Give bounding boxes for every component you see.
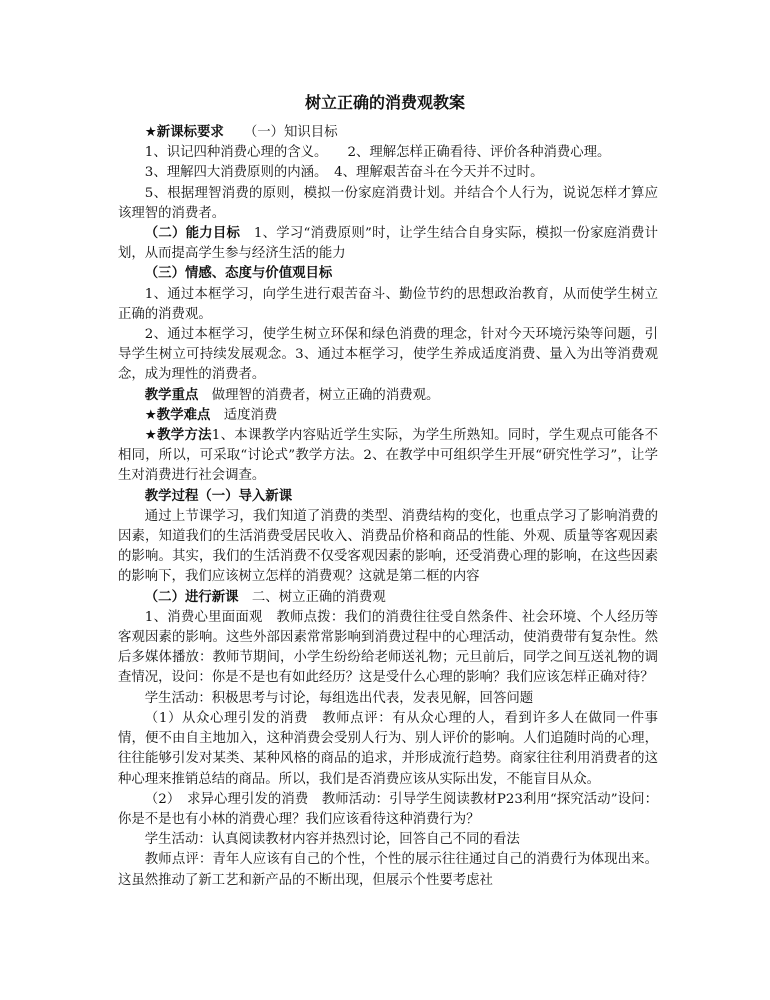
paragraph [118,588,658,608]
paragraph-heading: 教学过程（一）导入新课 [144,488,293,504]
paragraph [118,487,658,507]
paragraph [118,264,658,284]
paragraph-text: 1、消费心里面面观 教师点拨：我们的消费往往受自然条件、社会环境、个人经历等客观因素的影响。这些外部因素常常影响到消费过程中的心理活动，使消费带有复杂性。然后多媒体播放：教师节期间，小学生纷纷给老师送礼物；元旦前后，同学之间互送礼物的调查情况，设问：你是不是也有如此经历？这是受什么心理的影响？我们应该怎样正确对待？ [118,609,658,686]
paragraph-heading: ★教学难点 [144,407,211,423]
paragraph-text: 通过上节课学习，我们知道了消费的类型、消费结构的变化，也重点学习了影响消费的因素，知道我们的生活消费受居民收入、消费品价格和商品的性能、外观、质量等客观因素的影响。其实，我们的生活消费不仅受客观因素的影响，还受消费心理的影响，在这些因素的影响下，我们应该树立怎样的消费观？这就是第二框的内容 [118,508,658,585]
paragraph-text: 1、通过本框学习，向学生进行艰苦奋斗、勤俭节约的思想政治教育，从而使学生树立正确的消费观。 [118,286,658,322]
paragraph [118,325,658,386]
paragraph-text: 教师点评：青年人应该有自己的个性，个性的展示往往通过自己的消费行为体现出来。这虽然推动了新工艺和新产品的不断出现，但展示个性要考虑社 [118,852,658,888]
paragraph [118,406,658,426]
paragraph-text: （一）知识目标 [223,125,338,140]
paragraph-heading: ★教学方法 [144,428,212,444]
paragraph [118,709,658,790]
document-title: 树立正确的消费观教案 [304,93,465,112]
paragraph [118,386,658,406]
paragraph [118,184,658,224]
paragraph-text: 1、学习“消费原则”时，让学生结合自身实际，模拟一份家庭消费计划，从而提高学生参与经济生活的能力 [118,226,659,262]
paragraph-text: 1、识记四种消费心理的含义。 2、理解怎样正确看待、评价各种消费心理。 [144,145,611,161]
paragraph-text: 1、本课教学内容贴近学生实际，为学生所熟知。同时，学生观点可能各不相同，所以，可采取“讨论式”教学方法。2、在教学中可组织学生开展“研究性学习”，让学生对消费进行社会调查。 [118,428,658,484]
paragraph-heading: （三）情感、态度与价值观目标 [144,266,333,282]
paragraph-text: （2） 求异心理引发的消费 教师活动：引导学生阅读教材P23利用“探究活动”设问：你是不是也有小林的消费心理？我们应该看待这种消费行为？ [118,791,658,827]
paragraph [118,608,658,689]
paragraph-text: 适度消费 [210,407,278,423]
paragraph [118,790,658,830]
paragraph-heading: 教学重点 [144,387,199,403]
paragraph [118,224,658,264]
paragraph [118,507,658,588]
paragraph [118,123,658,143]
paragraph [118,689,658,709]
paragraph-heading: （二）进行新课 [144,589,239,605]
document-body [118,123,658,891]
paragraph-text: （1）从众心理引发的消费 教师点评：有从众心理的人，看到许多人在做同一件事情，便不由自主地加入，这种消费会受别人行为、别人评价的影响。人们追随时尚的心理，往往能够引发对某类、某种风格的商品的追求，并形成流行趋势。商家往往利用消费者的这种心理来推销总结的商品。所以，我们是否消费应该从实际出发，不能盲目从众。 [118,710,658,787]
paragraph-text: 5、根据理智消费的原则，模拟一份家庭消费计划。并结合个人行为，说说怎样才算应该理智的消费者。 [118,185,658,221]
paragraph-text: 学生活动：积极思考与讨论，每组选出代表，发表见解，回答问题 [144,690,534,706]
paragraph [118,143,658,163]
paragraph [118,285,658,325]
paragraph-heading: ★新课标要求 [144,125,224,140]
paragraph [118,163,658,183]
paragraph-text: 3、理解四大消费原则的内涵。 4、理解艰苦奋斗在今天并不过时。 [144,165,544,181]
paragraph [118,830,658,850]
paragraph [118,850,658,890]
paragraph-text: 二、树立正确的消费观 [238,589,386,605]
paragraph [118,426,658,487]
paragraph-text: 做理智的消费者，树立正确的消费观。 [198,387,440,403]
paragraph-text: 2、通过本框学习，使学生树立环保和绿色消费的理念，针对今天环境污染等问题，引导学生树立可持续发展观念。3、通过本框学习，使学生养成适度消费、量入为出等消费观念，成为理性的消费者。 [118,327,658,383]
paragraph-text: 学生活动：认真阅读教材内容并热烈讨论，回答自己不同的看法 [144,832,520,848]
paragraph-heading: （二）能力目标 [144,226,241,242]
